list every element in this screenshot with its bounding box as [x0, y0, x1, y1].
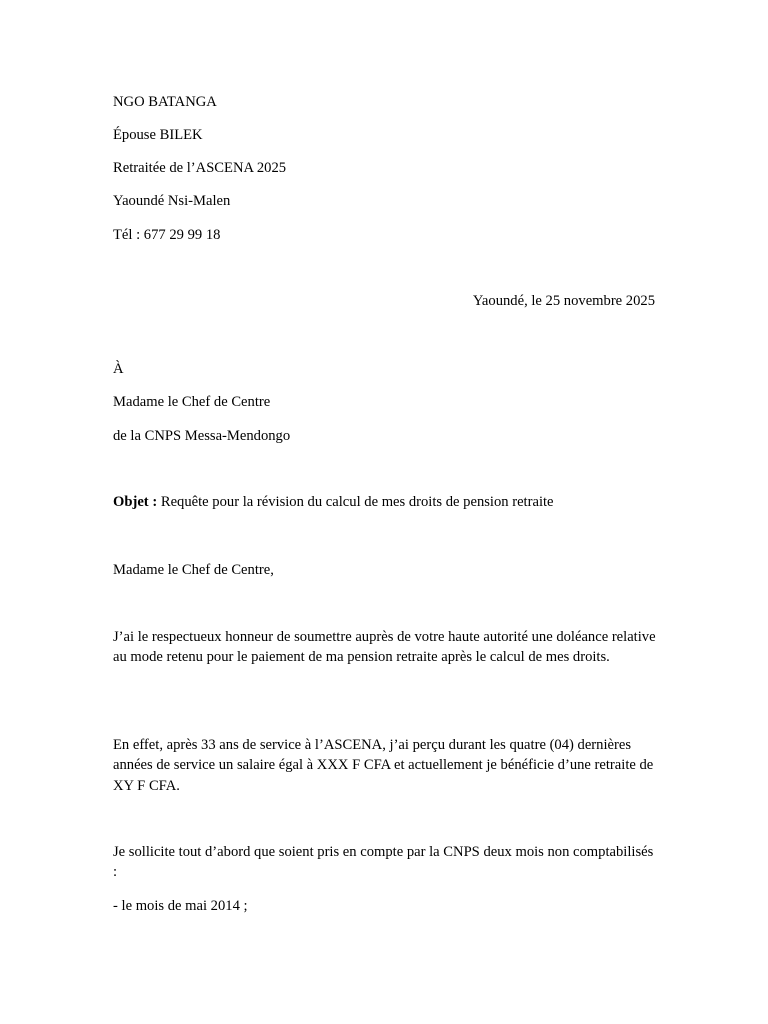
date-line: Yaoundé, le 25 novembre 2025 — [472, 293, 655, 309]
recipient-title: Madame le Chef de Centre — [113, 394, 271, 410]
list-item: - le mois de mai 2014 ; — [113, 898, 248, 914]
subject-text: Requête pour la révision du calcul de mes droits de pension retraite — [157, 494, 554, 510]
sender-status: Retraitée de l’ASCENA 2025 — [113, 160, 287, 176]
sender-name: NGO BATANGA — [113, 94, 217, 110]
recipient-to: À — [113, 361, 124, 377]
subject-line — [113, 492, 554, 512]
body-paragraph-1: J’ai le respectueux honneur de soumettre auprès de votre haute autorité une doléance relative au mode retenu pour le paiement de ma pension retraite après le calcul de mes droits. — [113, 629, 656, 666]
sender-spouse: Épouse BILEK — [113, 127, 203, 143]
body-paragraph-3: Je sollicite tout d’abord que soient pris en compte par la CNPS deux mois non comptabilisés : — [113, 844, 654, 881]
recipient-office: de la CNPS Messa-Mendongo — [113, 428, 291, 444]
body-paragraph-2: En effet, après 33 ans de service à l’ASCENA, j’ai perçu durant les quatre (04) dernières années de service un salaire égal à XXX F CFA et actuellement je bénéficie d’une retraite de XY F CFA. — [113, 737, 654, 794]
sender-address: Yaoundé Nsi-Malen — [113, 193, 231, 209]
sender-phone: Tél : 677 29 99 18 — [113, 227, 221, 243]
salutation: Madame le Chef de Centre, — [113, 562, 274, 578]
subject-label: Objet : — [113, 494, 158, 510]
